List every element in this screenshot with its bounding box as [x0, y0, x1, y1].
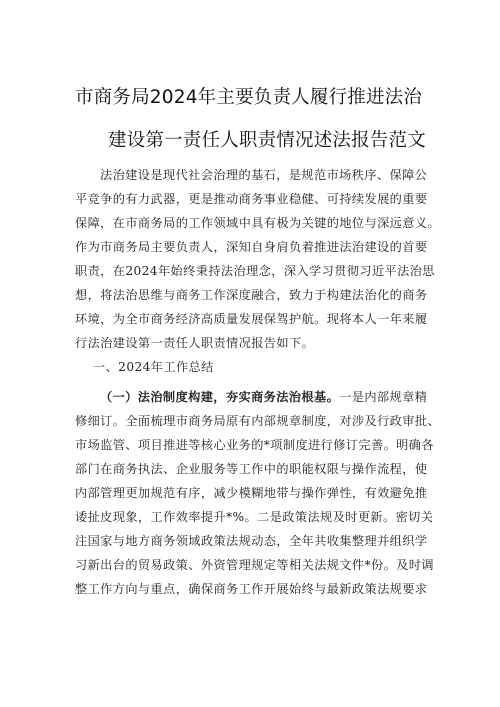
section-heading: 一、2024年工作总结	[93, 360, 214, 374]
intro-line-5: 职责，在2024年始终秉持法治理念，深入学习贯彻习近平法治思	[75, 264, 435, 278]
document-title-line-1: 市商务局2024年主要负责人履行推进法治	[75, 87, 423, 108]
sub-heading-tail: 一是内部规章精	[339, 390, 428, 404]
intro-line-8: 行法治建设第一责任人职责情况报告如下。	[75, 336, 315, 350]
body-line-3: 部门在商务执法、企业服务等工作中的职能权限与操作流程，使	[75, 462, 428, 476]
body-line-1: 修细订。全面梳理市商务局原有内部规章制度，对涉及行政审批、	[75, 414, 441, 428]
sub-heading-bold: （一）法治制度构建，夯实商务法治根基。	[100, 390, 340, 404]
document-title-line-2: 建设第一责任人职责情况述法报告范文	[108, 130, 426, 151]
intro-line-2: 平竞争的有力武器，更是推动商务事业稳健、可持续发展的重要	[75, 192, 428, 206]
intro-line-4: 作为市商务局主要负责人，深知自身肩负着推进法治建设的首要	[75, 240, 428, 254]
body-line-6: 注国家与地方商务领域政策法规动态，全年共收集整理并组织学	[75, 534, 428, 548]
body-line-2: 市场监管、项目推进等核心业务的*项制度进行修订完善。明确各	[75, 438, 434, 452]
intro-line-3: 保障，在市商务局的工作领域中具有极为关键的地位与深远意义。	[75, 216, 441, 230]
body-line-8: 整工作方向与重点，确保商务工作开展始终与最新政策法规要求	[75, 582, 428, 596]
intro-line-6: 想，将法治思维与商务工作深度融合，致力于构建法治化的商务	[75, 288, 428, 302]
body-line-4: 内部管理更加规范有序，减少模糊地带与操作弹性，有效避免推	[75, 486, 428, 500]
intro-line-1: 法治建设是现代社会治理的基石，是规范市场秩序、保障公	[100, 168, 428, 182]
body-line-7: 习新出台的贸易政策、外资管理规定等相关法规文件*份。及时调	[75, 558, 434, 572]
sub-heading-line	[100, 388, 427, 405]
body-line-5: 诿扯皮现象，工作效率提升*%。二是政策法规及时更新。密切关	[75, 510, 434, 524]
intro-line-7: 环境，为全市商务经济高质量发展保驾护航。现将本人一年来履	[75, 312, 428, 326]
